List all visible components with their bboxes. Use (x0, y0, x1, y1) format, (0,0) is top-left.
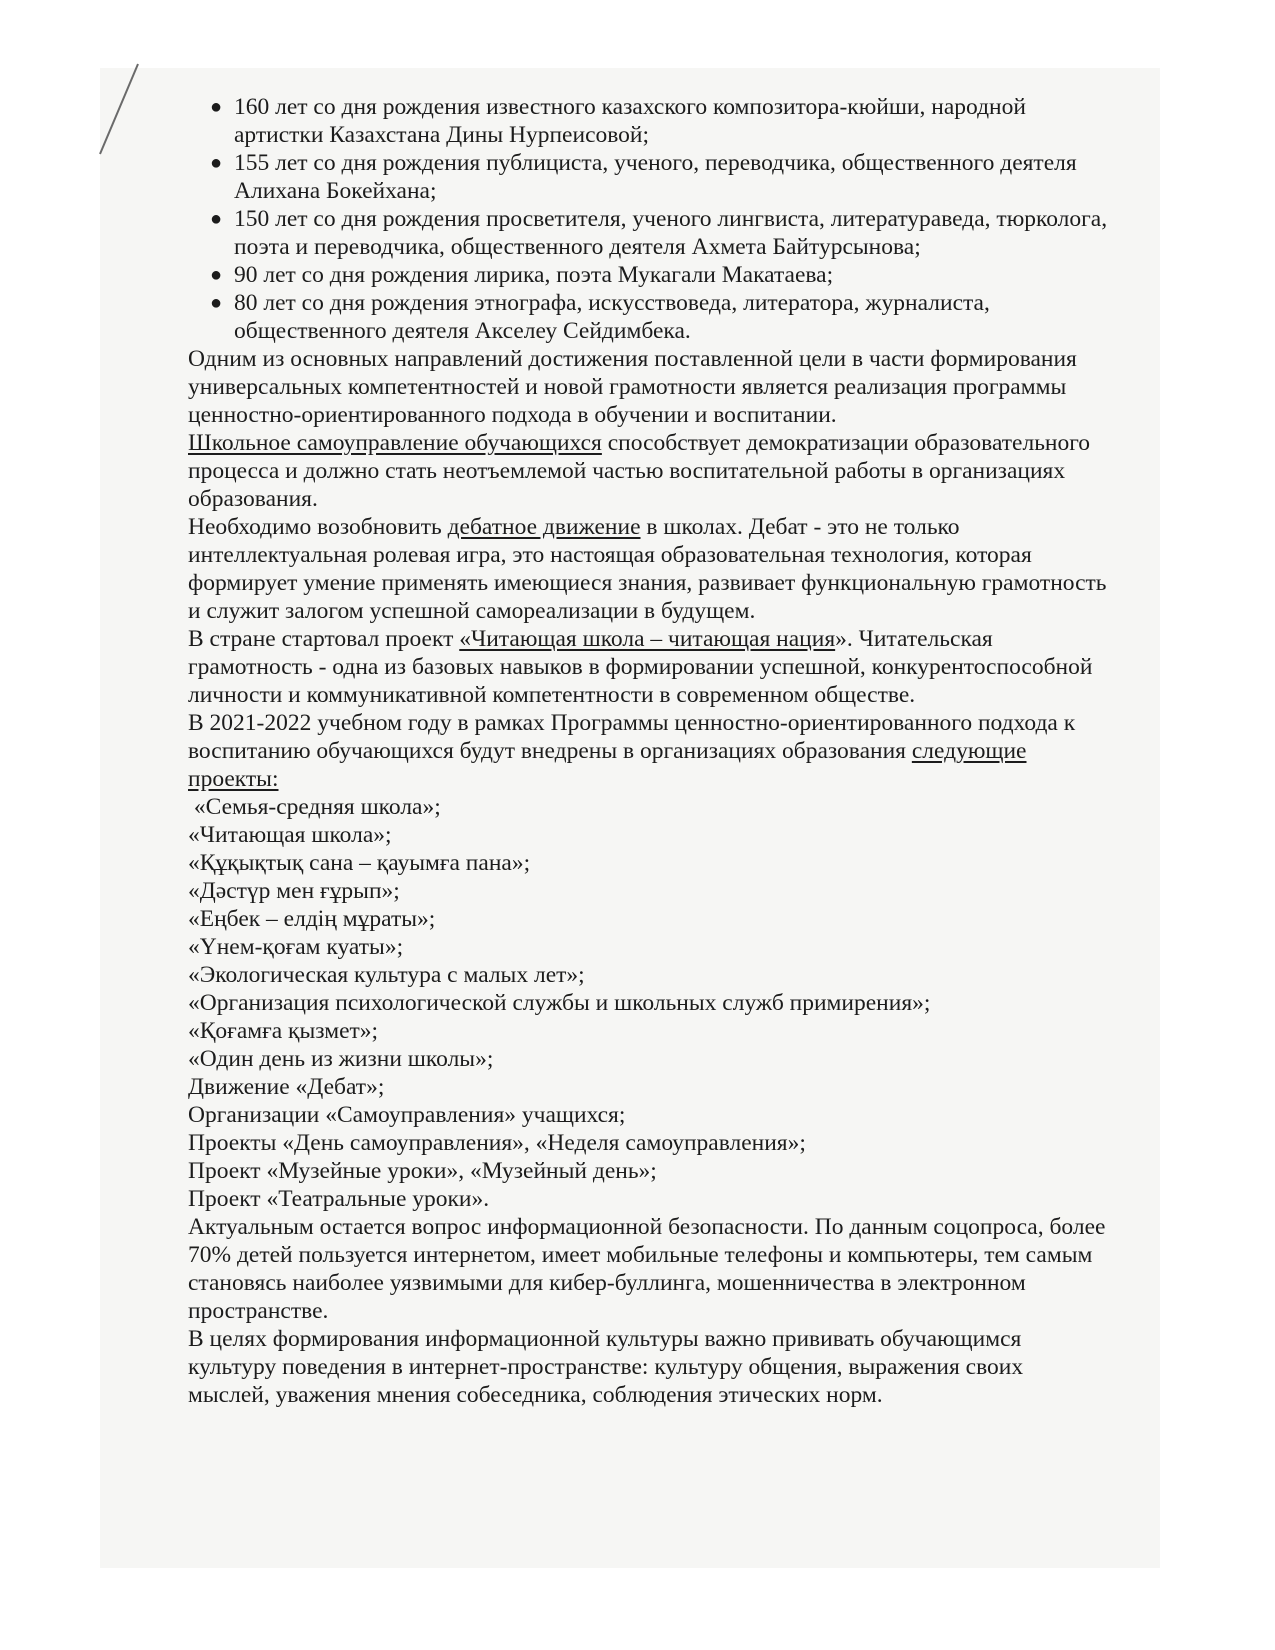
list-item: «Үнем-қоғам куаты»; (188, 934, 404, 960)
list-item: Организации «Самоуправления» учащихся; (188, 1102, 626, 1128)
list-item: Проект «Музейные уроки», «Музейный день»; (188, 1158, 657, 1184)
paragraph-projects-intro: В 2021-2022 учебном году в рамках Программы ценностно-ориентированного подхода к воспитанию обучающихся будут внедрены в организациях образования следующие проекты: (188, 710, 1076, 792)
bullet-icon: ● (210, 292, 223, 314)
underlined-term: дебатное движение (447, 514, 641, 540)
paragraph-self-government: Школьное самоуправление обучающихся способствует демократизации образовательного процесса и должно стать неотъемлемой частью воспитательной работы в организациях образования. (188, 430, 1091, 512)
list-item: Движение «Дебат»; (188, 1074, 385, 1100)
list-item: ● 80 лет со дня рождения этнографа, искусствоведа, литератора, журналиста, общественного деятеля Акселеу Сейдимбека. (210, 290, 990, 344)
bullet-icon: ● (210, 264, 223, 286)
list-item: «Семья-средняя школа»; (188, 794, 441, 820)
bullet-icon: ● (210, 152, 223, 174)
underlined-term: Школьное самоуправление обучающихся (188, 430, 602, 456)
paragraph-values-approach: Одним из основных направлений достижения поставленной цели в части формирования универсальных компетентностей и новой грамотности является реализация программы ценностно-ориентированного подхода в обучении и воспитании. (188, 346, 1077, 428)
paragraph-info-security: Актуальным остается вопрос информационной безопасности. По данным соцопроса, более 70% детей пользуется интернетом, имеет мобильные телефоны и компьютеры, тем самым становясь наиболее уязвимыми для кибер-буллинга, мошенничества в электронном пространстве. (188, 1214, 1106, 1324)
anniversary-list (188, 93, 1108, 345)
list-item: ● 160 лет со дня рождения известного казахского композитора-кюйши, народной артистки Казахстана Дины Нурпеисовой; (210, 94, 1026, 148)
list-item: «Один день из жизни школы»; (188, 1046, 494, 1072)
list-item: Проекты «День самоуправления», «Неделя самоуправления»; (188, 1130, 806, 1156)
bullet-icon: ● (210, 208, 223, 230)
list-item: «Читающая школа»; (188, 822, 392, 848)
list-item: ● 150 лет со дня рождения просветителя, ученого лингвиста, литератураведа, тюрколога, поэта и переводчика, общественного деятеля Ахмета Байтурсынова; (210, 206, 1108, 260)
paragraph-debate: Необходимо возобновить дебатное движение в школах. Дебат - это не только интеллектуальная ролевая игра, это настоящая образовательная технология, которая формирует умение применять имеющиеся знания, развивает функциональную грамотность и служит залогом успешной самореализации в будущем. (188, 514, 1107, 624)
list-item: «Экологическая культура с малых лет»; (188, 962, 585, 988)
list-item: ● 90 лет со дня рождения лирика, поэта Мукагали Макатаева; (210, 262, 834, 288)
bullet-icon: ● (210, 96, 223, 118)
list-item: ● 155 лет со дня рождения публициста, ученого, переводчика, общественного деятеля Алихана Бокейхана; (210, 150, 1077, 204)
list-item: «Құқықтық сана – қауымға пана»; (188, 850, 531, 876)
list-item: «Организация психологической службы и школьных служб примирения»; (188, 990, 931, 1016)
list-item: Проект «Театральные уроки». (188, 1186, 490, 1212)
list-item: «Дәстүр мен ғұрып»; (188, 878, 400, 904)
projects-list (188, 793, 1108, 1213)
paragraph-reading-project: В стране стартовал проект «Читающая школа – читающая нация». Читательская грамотность - одна из базовых навыков в формировании успешной, конкурентоспособной личности и коммуникативной компетентности в современном обществе. (188, 626, 1093, 708)
list-item: «Қоғамға қызмет»; (188, 1018, 379, 1044)
paragraph-info-culture: В целях формирования информационной культуры важно прививать обучающимся культуру поведения в интернет-пространстве: культуру общения, выражения своих мыслей, уважения мнения собеседника, соблюдения этических норм. (188, 1326, 1024, 1408)
document-body (188, 93, 1108, 1409)
page-corner-mark (96, 62, 146, 162)
underlined-term: следующие проекты: (188, 738, 1027, 792)
underlined-term: «Читающая школа – читающая нация (459, 626, 836, 652)
list-item: «Еңбек – елдің мұраты»; (188, 906, 436, 932)
